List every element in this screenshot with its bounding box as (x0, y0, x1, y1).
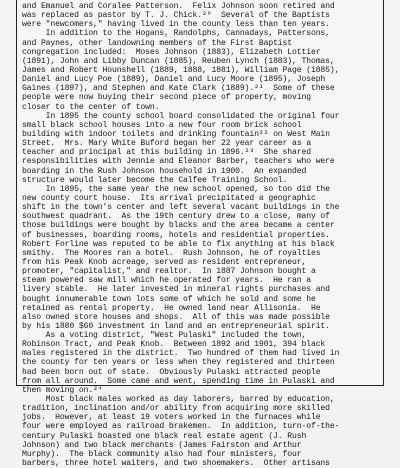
text-line: Most black males worked as day laborers, barred by education, (22, 395, 335, 405)
text-line: Daniel and Lucy Poe (1889), Daniel and Lucy Moore (1895), Joseph (22, 75, 326, 85)
text-line: small black school houses into a new four room brick school (22, 120, 302, 130)
text-line: of businesses, boarding rooms, hotels and residential properties. (22, 230, 330, 240)
text-line: males registered in the district. Two hundred of them had lived in (22, 349, 340, 359)
text-line: As a voting district, "West Pulaski" included the town, (22, 331, 307, 341)
text-line: closer to the center of town. (22, 102, 160, 112)
text-line: Murphy). The black community also had four ministers, four (22, 449, 302, 459)
text-line: James and Robert Hounshell (1889, 1888, 1881), William Page (1885), (22, 65, 340, 75)
text-line: from all around. Some came and went, spending time in Pulaski and (22, 376, 335, 386)
text-line: retained as rental property. He owned land near Allisonia. He (22, 303, 321, 313)
text-line: were "newcomers," having lived in the county less than ten years. (22, 20, 330, 30)
text-line: had been born out of state. Obviously Pulaski attracted people (22, 367, 321, 377)
text-line: Johnson) and two black merchants (James Fairston and Arthur (22, 440, 302, 450)
text-line: from his Peak Knob acreage, served as resident entrepreneur, (22, 257, 307, 267)
text-line: congregation included: Moses Johnson (1883), Elizabeth Lottier (22, 47, 321, 57)
text-line: by his 1880 $60 investment in land and an entrepreneurial spirit. (22, 321, 330, 331)
text-line: century Pulaski boasted one black real estate agent (J. Rush (22, 431, 307, 441)
text-line: In addition to the Hogans, Randolphs, Cannadays, Pattersons, (22, 29, 330, 39)
text-line: people were now buying their second piece of property, moving (22, 93, 311, 103)
text-line: tradition, inclination and/or ability from acquiring more skilled (22, 404, 330, 414)
text-line: bought innumerable town lots some of which he sold and some he (22, 294, 316, 304)
text-line: those buildings were bought by blacks and the area became a center (22, 221, 335, 231)
text-line: new county court house. Its arrival precipitated a geographic (22, 193, 316, 203)
text-line: and Emanuel and Coralee Patterson. Felix Johnson soon retired and (22, 2, 335, 11)
text-line: promoter, "capitalist," and realtor. In 1887 Johnson bought a (22, 267, 316, 277)
text-line: jobs. However, at least 19 voters worked in the furnaces while (22, 413, 321, 423)
text-line: responsibilities with Jennie and Eleanor Barber, teachers who were (22, 157, 335, 167)
text-line: smithy. The Moores ran a hotel. Rush Johnson, he of royalties (22, 248, 321, 258)
text-line: Robert Forline was reputed to be able to fix anything at his black (22, 239, 335, 249)
text-line: barbers, three hotel waiters, and two shoemakers. Other artisans (22, 459, 330, 468)
text-line: In 1895 the county school board consolidated the original four (22, 111, 340, 121)
text-line: shift in the town's center and left several vacant buildings in the (22, 203, 340, 213)
text-line: also owned store houses and shops. All of this was made possible (22, 312, 330, 322)
text-line: In 1895, the same year the new school opened, so too did the (22, 184, 330, 194)
text-line: livery stable. He later invested in mineral rights purchases and (22, 285, 330, 295)
text-line: boarding in the Rush Johnson household in 1900. An expanded (22, 166, 307, 176)
text-line: four were employed as railroad brakemen. In addition, turn-of-the- (22, 422, 340, 432)
text-line: Robinson Tract, and Peak Knob. Between 1892 and 1901, 394 black (22, 340, 326, 350)
document-body (22, 2, 380, 468)
text-line: southwest quadrant. As the 19th century drew to a close, many of (22, 212, 330, 222)
text-line: teacher and principal at this building in 1896.²³ She shared (22, 148, 311, 158)
text-line: Street. Mrs. Mary White Buford began her 22 year career as a (22, 139, 311, 149)
text-line: steam powered saw mill which he operated for years. He ran a (22, 276, 311, 286)
text-line: and Paynes, other landowning members of the First Baptist (22, 38, 293, 48)
text-line: then moving on.²⁴ (22, 385, 103, 395)
text-line: structure would later become the Calfee Training School. (22, 175, 288, 185)
text-line: building with indoor toilets and drinking fountain²² on West Main (22, 129, 330, 139)
text-line: Gaines (1897), and Stephen and Kate Clark (1889).²¹ Some of these (22, 84, 335, 94)
text-line: (1891), John and Libby Duncan (1885), Reuben Lynch (1883), Thomas, (22, 56, 335, 66)
text-line: was replaced as pastor by T. J. Chick.²⁰ Several of the Baptists (22, 11, 330, 21)
text-line: the county for ten years or less when they registered and thirteen (22, 358, 335, 368)
